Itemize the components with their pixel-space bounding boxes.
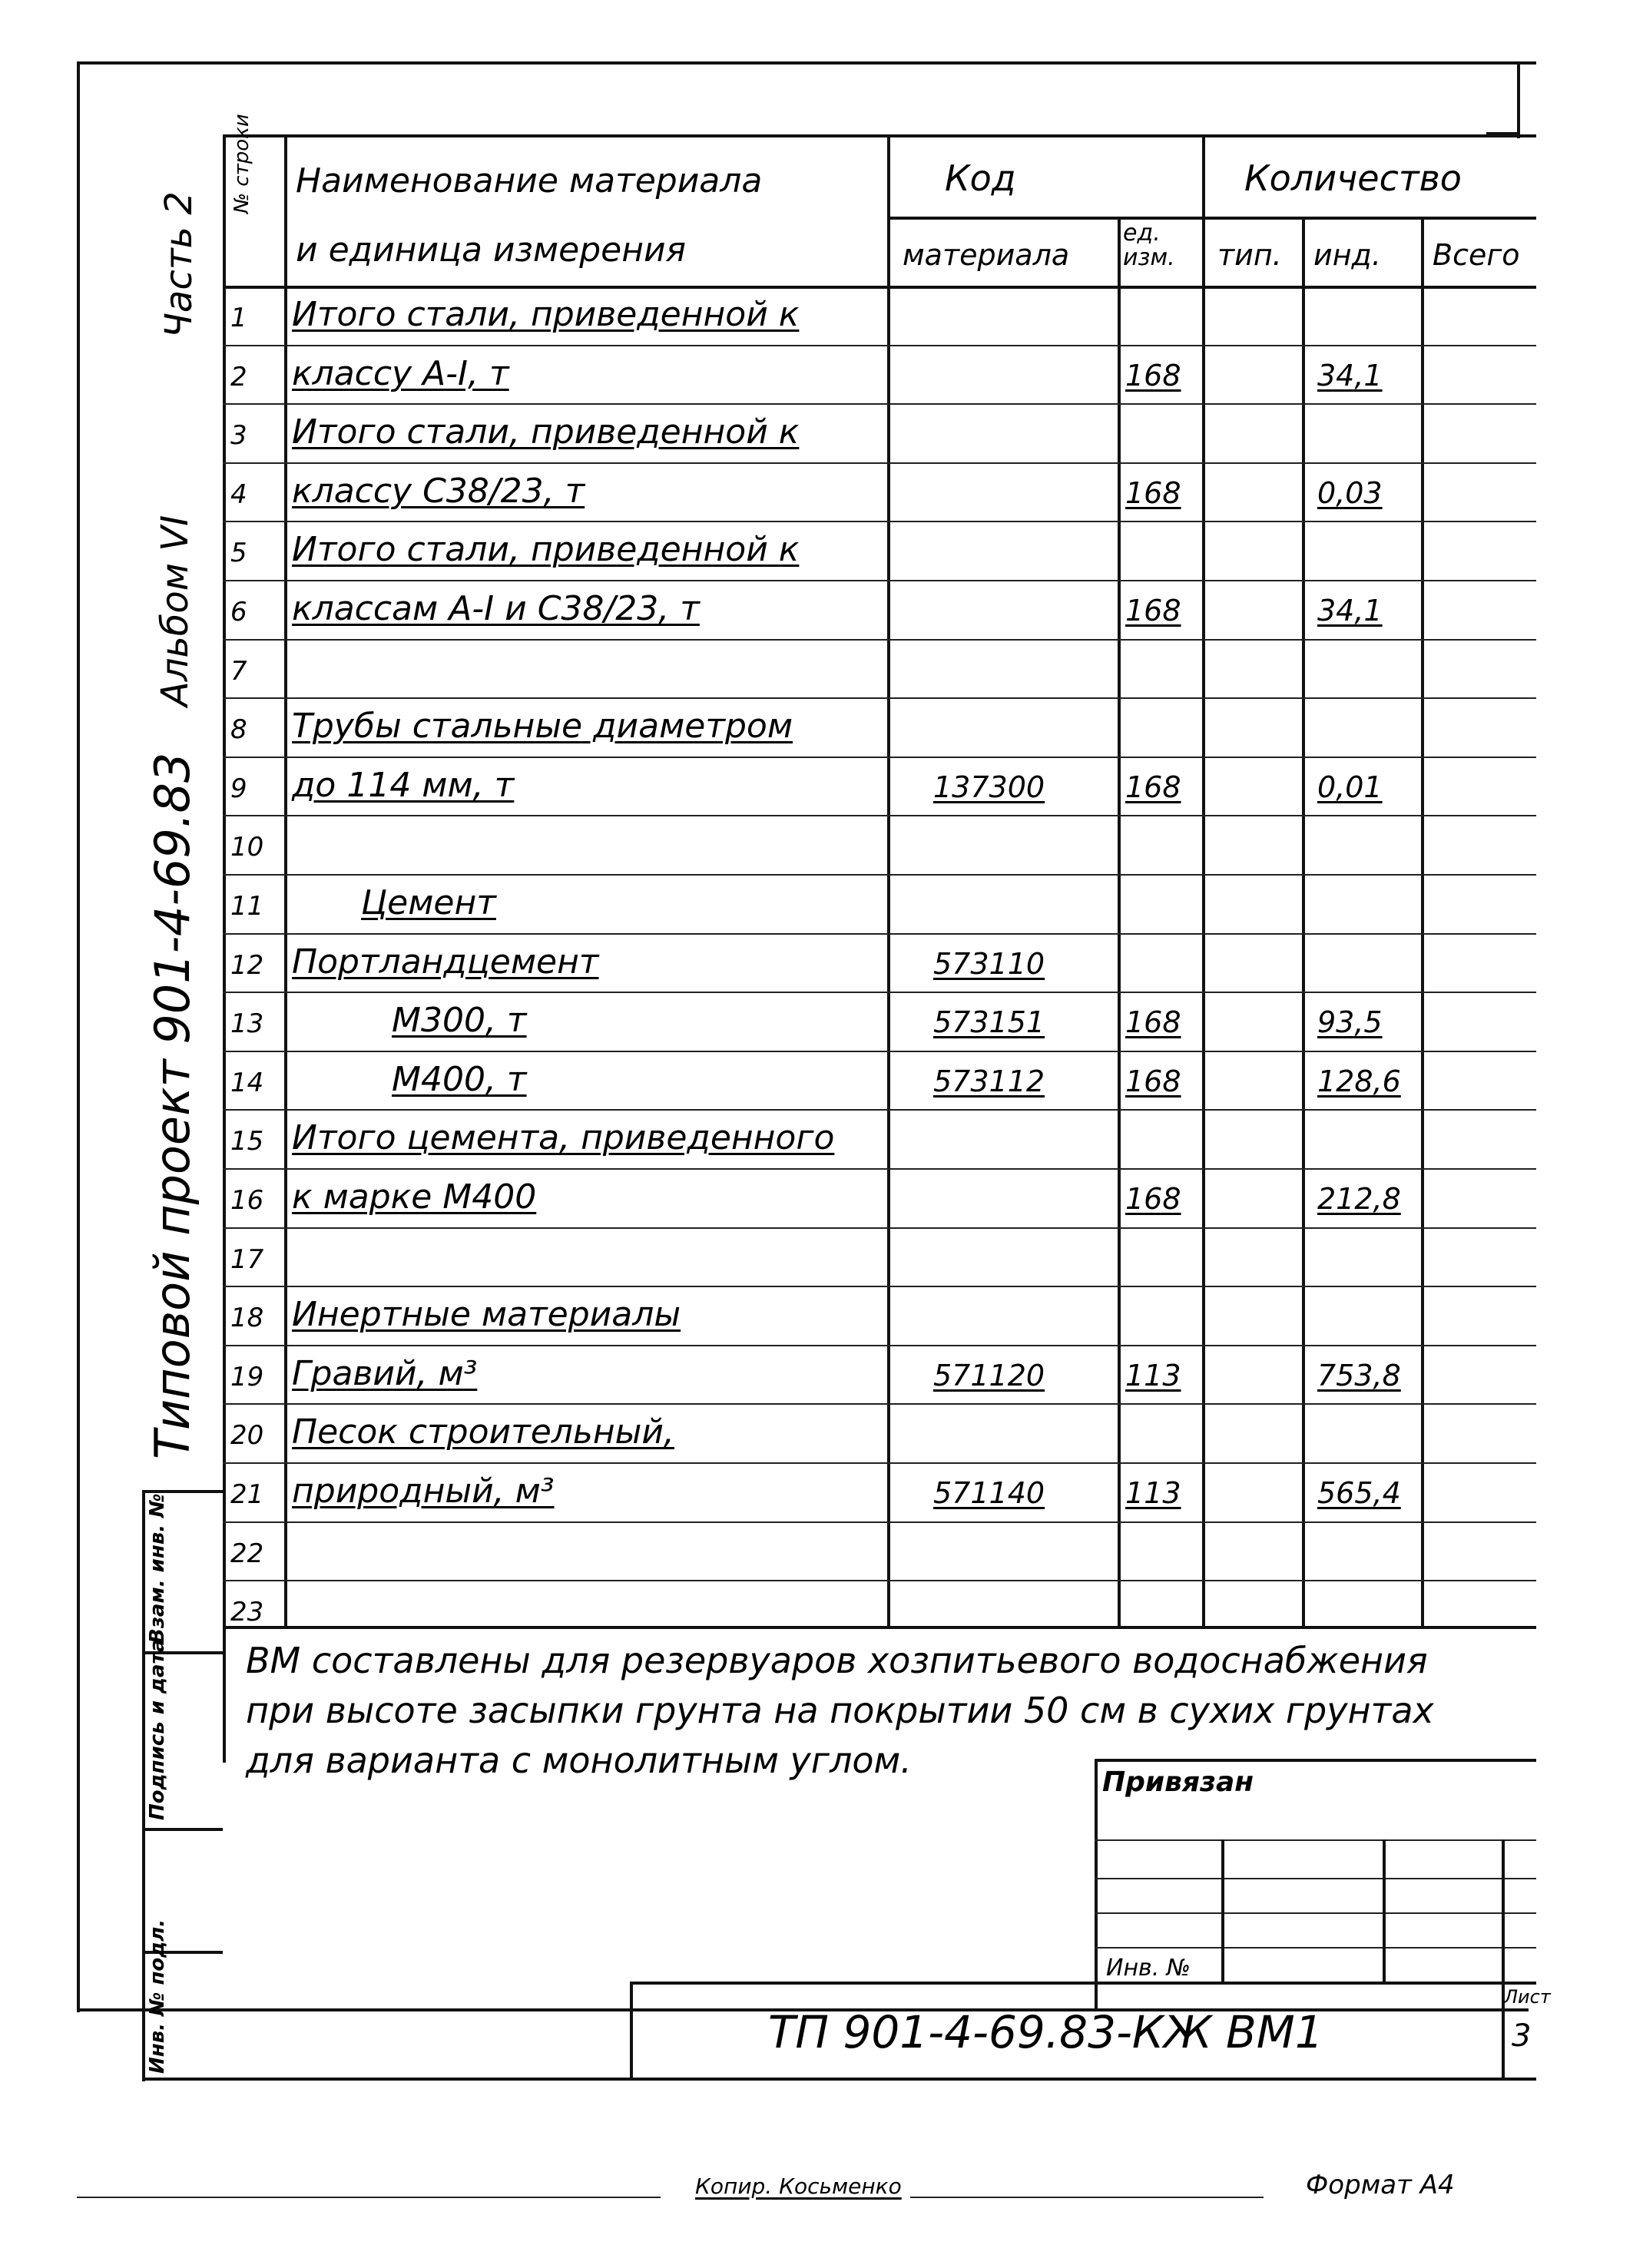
row-number: 18: [230, 1303, 264, 1334]
title-block-left: [630, 1982, 633, 2080]
header-code: Код: [945, 157, 1016, 199]
row-name: М300, т: [392, 1001, 527, 1041]
stamp-label-signature: Подпись и дата: [146, 1638, 169, 1820]
footer-copied: Копир. Косьменко: [695, 2174, 902, 2199]
row-number: 8: [230, 714, 247, 746]
row-name: до 114 мм, т: [292, 765, 515, 805]
row-code: 571120: [933, 1358, 1045, 1392]
row-name: природный, м³: [292, 1472, 555, 1511]
table-row: [223, 1286, 1536, 1345]
table-row: [223, 697, 1536, 757]
row-code: 137300: [933, 770, 1045, 804]
row-code: 571140: [933, 1476, 1045, 1510]
table-row: [223, 874, 1536, 933]
row-ind: 565,4: [1317, 1476, 1401, 1510]
row-ind: 34,1: [1317, 594, 1383, 627]
row-ind: 34,1: [1317, 358, 1383, 392]
table-row: [223, 1345, 1536, 1404]
row-number: 11: [230, 891, 264, 922]
row-number: 2: [230, 361, 247, 392]
table-row: [223, 403, 1536, 462]
header-row-no: № строки: [230, 114, 253, 214]
row-number: 19: [230, 1361, 264, 1392]
bind-box-label: Привязан: [1102, 1766, 1254, 1798]
row-number: 16: [230, 1185, 264, 1216]
stamp-border-inner: [142, 1490, 145, 2081]
bind-box-col-1: [1221, 1839, 1224, 1982]
row-number: 21: [230, 1479, 264, 1510]
row-name: Гравий, м³: [292, 1353, 478, 1393]
row-number: 22: [230, 1538, 264, 1569]
stamp-bottom: [142, 2078, 1536, 2081]
row-unit: 168: [1125, 594, 1181, 627]
table-row: [223, 1109, 1536, 1168]
sheet-label: Лист: [1504, 1986, 1551, 2008]
row-ind: 212,8: [1317, 1182, 1401, 1216]
row-number: 13: [230, 1008, 264, 1040]
header-qty-typ: тип.: [1217, 238, 1282, 272]
row-name: классу А-I, т: [292, 353, 509, 393]
table-row: [223, 1580, 1536, 1639]
bind-box-line-1: [1095, 1839, 1536, 1841]
table-row: [223, 345, 1536, 404]
row-unit: 113: [1125, 1476, 1181, 1510]
table-row: [223, 1403, 1536, 1462]
row-number: 14: [230, 1067, 264, 1098]
stamp-label-inventory: Инв. № подл.: [146, 1919, 169, 2074]
side-project-label: Типовой проект 901-4-69.83: [144, 752, 200, 1459]
table-row: [223, 1168, 1536, 1227]
header-qty-ind: инд.: [1313, 238, 1381, 272]
footer-line-mid: [910, 2197, 1264, 2198]
header-sub-line: [887, 217, 1536, 220]
row-number: 17: [230, 1243, 264, 1275]
table-row: [223, 580, 1536, 639]
header-name-line2: и единица измерения: [296, 230, 687, 270]
row-name: Итого стали, приведенной к: [292, 295, 800, 334]
row-name: Итого стали, приведенной к: [292, 412, 800, 452]
table-row: [223, 286, 1536, 345]
row-code: 573110: [933, 946, 1045, 981]
row-number: 4: [230, 478, 247, 510]
note-line2: при высоте засыпки грунта на покрытии 50 см в сухих грунтах: [246, 1690, 1434, 1731]
table-row: [223, 521, 1536, 580]
row-number: 23: [230, 1597, 264, 1628]
table-row: [223, 815, 1536, 874]
header-code-material: материала: [903, 238, 1070, 272]
table-row: [223, 1521, 1536, 1581]
table-row: [223, 1051, 1536, 1110]
row-name: Песок строительный,: [292, 1412, 674, 1452]
stamp-sep-2: [142, 1828, 223, 1831]
table-row: [223, 462, 1536, 521]
row-name: классам А-I и С38/23, т: [292, 589, 700, 628]
bind-box-top: [1095, 1759, 1536, 1762]
row-name: Итого цемента, приведенного: [292, 1118, 835, 1158]
table-top: [223, 134, 1536, 137]
frame-top: [77, 61, 1536, 65]
doc-code: ТП 901-4-69.83-КЖ ВМ1: [768, 2006, 1323, 2058]
row-number: 6: [230, 597, 247, 627]
stamp-label-replace: Взам. инв. №: [146, 1493, 169, 1644]
row-ind: 0,01: [1317, 770, 1383, 804]
row-name: классу С38/23, т: [292, 471, 585, 511]
header-qty-total: Всего: [1433, 238, 1520, 272]
note-line3: для варианта с монолитным углом.: [246, 1740, 912, 1781]
frame-right-stub: [1517, 61, 1520, 138]
row-ind: 753,8: [1317, 1358, 1401, 1392]
row-number: 20: [230, 1420, 264, 1452]
sheet-number: 3: [1512, 2018, 1532, 2054]
bind-box-line-4: [1095, 1947, 1536, 1948]
table-row: [223, 1462, 1536, 1521]
bind-box-inv: Инв. №: [1106, 1955, 1191, 1982]
row-number: 3: [230, 420, 247, 452]
row-number: 9: [230, 773, 247, 804]
frame-left: [77, 61, 80, 2012]
row-name: М400, т: [392, 1059, 527, 1099]
table-row: [223, 1227, 1536, 1286]
table-row: [223, 639, 1536, 698]
side-part-label: Часть 2: [157, 191, 200, 338]
row-ind: 93,5: [1317, 1005, 1383, 1040]
header-code-unit: ед. изм.: [1123, 220, 1175, 271]
row-code: 573151: [933, 1005, 1045, 1040]
row-name: Цемент: [361, 883, 496, 922]
row-name: к марке М400: [292, 1177, 537, 1217]
row-unit: 168: [1125, 1005, 1181, 1040]
row-number: 12: [230, 949, 264, 981]
row-name: Инертные материалы: [292, 1295, 681, 1335]
bind-box-line-3: [1095, 1912, 1536, 1914]
table-row: [223, 992, 1536, 1051]
bind-box-col-2: [1383, 1839, 1386, 1982]
row-unit: 168: [1125, 1182, 1181, 1216]
row-ind: 0,03: [1317, 475, 1383, 510]
bind-box-left: [1095, 1759, 1098, 2008]
row-code: 573112: [933, 1064, 1045, 1098]
stamp-border-top: [142, 1490, 223, 1493]
row-unit: 113: [1125, 1358, 1181, 1392]
header-quantity: Количество: [1244, 157, 1462, 199]
row-number: 10: [230, 832, 264, 863]
row-number: 7: [230, 655, 247, 687]
row-number: 15: [230, 1126, 264, 1157]
row-number: 1: [230, 303, 247, 333]
footer-line-left: [77, 2197, 661, 2198]
row-unit: 168: [1125, 358, 1181, 392]
row-ind: 128,6: [1317, 1064, 1401, 1098]
bind-box-line-2: [1095, 1878, 1536, 1879]
note-line1: ВМ составлены для резервуаров хозпитьевого водоснабжения: [246, 1640, 1428, 1681]
footer-format: Формат А4: [1306, 2170, 1455, 2200]
row-number: 5: [230, 538, 247, 569]
title-block-top: [630, 1982, 1536, 1985]
row-name: Портландцемент: [292, 942, 599, 982]
table-row: [223, 757, 1536, 816]
table-row: [223, 933, 1536, 992]
side-album-label: Альбом VI: [154, 515, 197, 707]
row-name: Итого стали, приведенной к: [292, 530, 800, 570]
row-unit: 168: [1125, 770, 1181, 804]
row-name: Трубы стальные диаметром: [292, 707, 793, 747]
row-unit: 168: [1125, 1064, 1181, 1098]
header-name-line1: Наименование материала: [296, 161, 763, 200]
row-unit: 168: [1125, 475, 1181, 510]
